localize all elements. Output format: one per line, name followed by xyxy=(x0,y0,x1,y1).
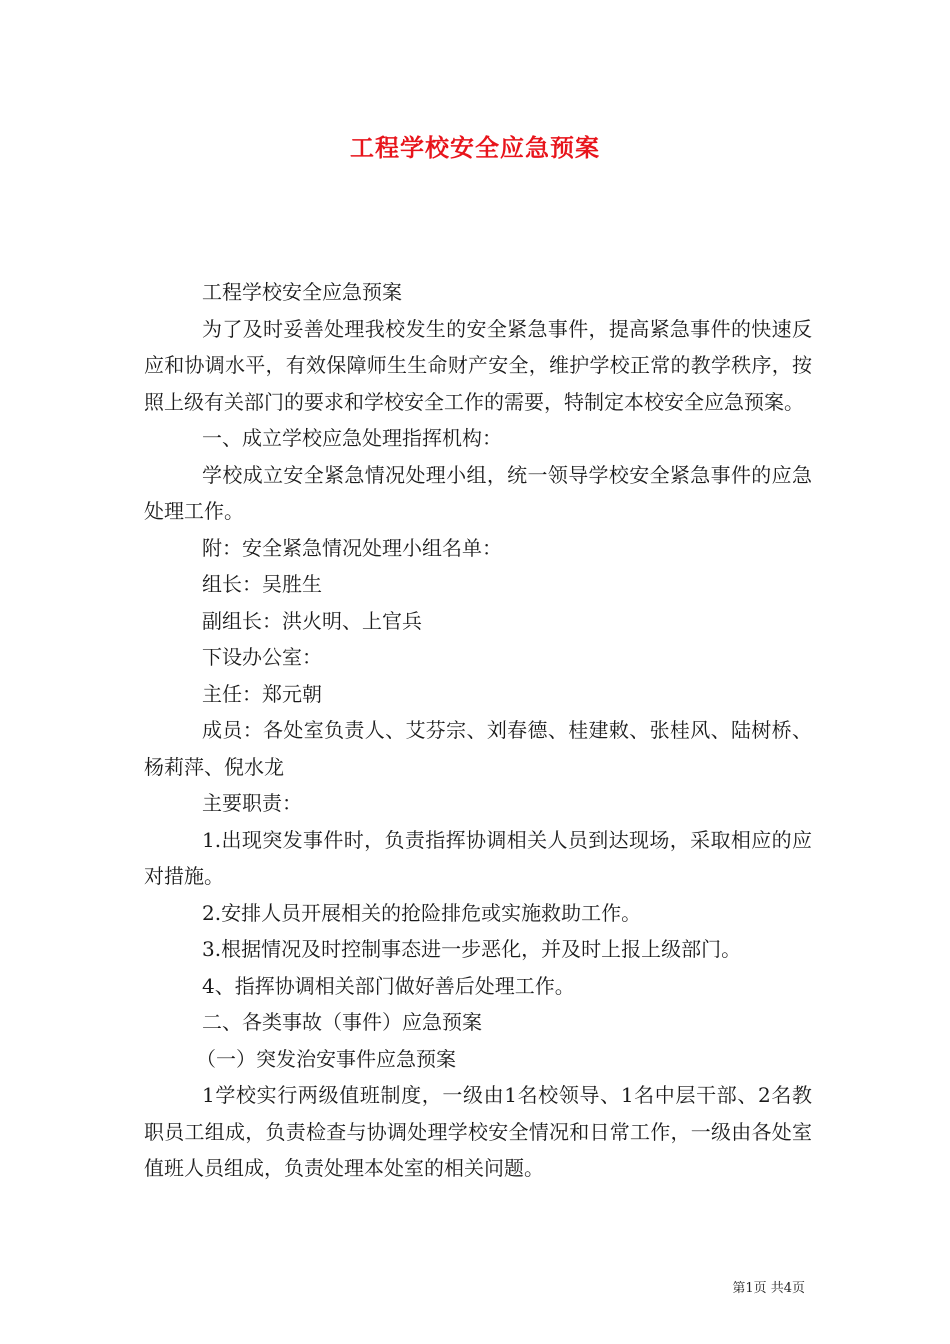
section-heading-2: 二、各类事故（事件）应急预案 xyxy=(202,1010,482,1034)
page-number: 第1页 共4页 xyxy=(732,1281,805,1296)
paragraph: 1学校实行两级值班制度，一级由1名校领导、1名中层干部、2名教职员工组成，负责检查与协调处理学校安全情况和日常工作，一级由各处室值班人员组成，负责处理本处室的相关问题。 xyxy=(144,1083,812,1180)
paragraph: 成员：各处室负责人、艾芬宗、刘春德、桂建敕、张桂风、陆树桥、杨莉萍、倪水龙 xyxy=(144,718,812,779)
paragraph-intro: 为了及时妥善处理我校发生的安全紧急事件，提高紧急事件的快速反应和协调水平，有效保障师生生命财产安全，维护学校正常的教学秩序，按照上级有关部门的要求和学校安全工作的需要，特制定本校安全应急预案。 xyxy=(144,316,812,414)
document-body xyxy=(144,274,812,1187)
subsection-heading: （一）突发治安事件应急预案 xyxy=(196,1046,456,1071)
section-heading-1: 一、成立学校应急处理指挥机构： xyxy=(202,426,502,450)
list-item: 2.安排人员开展相关的抢险排危或实施救助工作。 xyxy=(202,900,642,925)
paragraph: 主要职责： xyxy=(202,791,302,815)
paragraph-heading: 工程学校安全应急预案 xyxy=(202,280,402,304)
paragraph: 副组长：洪火明、上官兵 xyxy=(202,608,422,633)
list-item: 3.根据情况及时控制事态进一步恶化，并及时上报上级部门。 xyxy=(202,937,742,961)
paragraph: 附：安全紧急情况处理小组名单： xyxy=(202,535,502,560)
paragraph: 组长：吴胜生 xyxy=(202,572,322,596)
paragraph: 学校成立安全紧急情况处理小组，统一领导学校安全紧急事件的应急处理工作。 xyxy=(144,462,812,523)
paragraph: 下设办公室： xyxy=(202,645,322,669)
list-item: 1.出现突发事件时，负责指挥协调相关人员到达现场，采取相应的应对措施。 xyxy=(144,827,812,888)
paragraph: 主任：郑元朝 xyxy=(202,681,322,706)
list-item: 4、指挥协调相关部门做好善后处理工作。 xyxy=(202,973,575,998)
document-title: 工程学校安全应急预案 xyxy=(350,133,600,162)
